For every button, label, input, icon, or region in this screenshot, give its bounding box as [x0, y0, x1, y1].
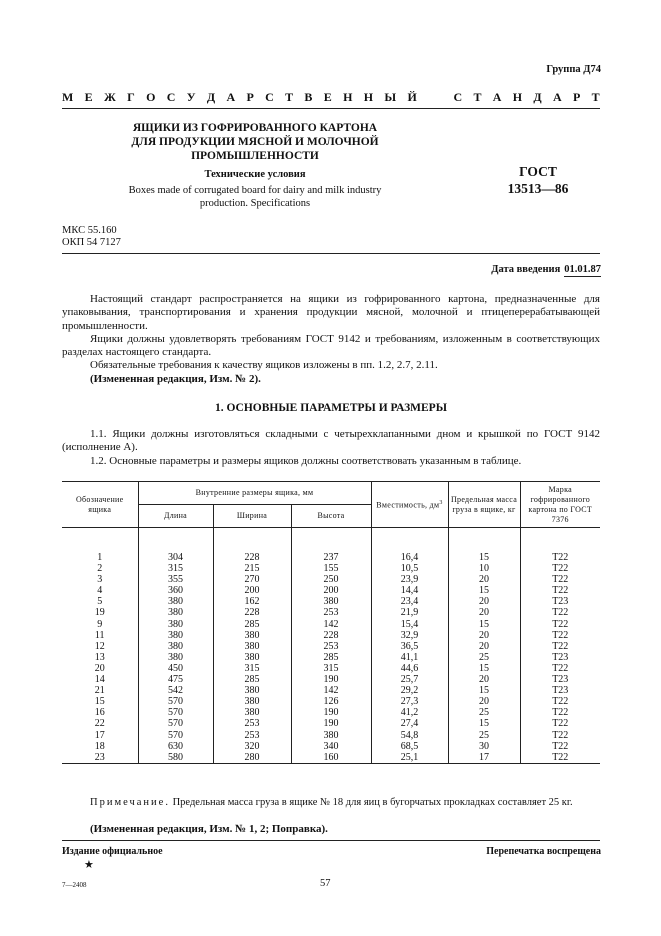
table-cell: 20: [448, 596, 520, 607]
table-cell: Т22: [520, 752, 600, 764]
heading-letter: Н: [363, 90, 374, 104]
header-capacity: Вместимость, $дм^3$: [371, 482, 448, 528]
table-cell: 12: [94, 640, 105, 652]
table-cell: 3: [97, 574, 103, 586]
order-number: 7—2408: [62, 881, 87, 889]
heading-letter: Т: [473, 90, 482, 104]
heading-letter: С: [265, 90, 274, 104]
table-cell: 1: [97, 552, 103, 563]
heading-letter: Г: [127, 90, 135, 104]
table-cell: 570: [138, 718, 213, 729]
table-cell: 355: [138, 574, 213, 585]
table-cell: 253: [291, 607, 371, 618]
table-row: [62, 596, 600, 607]
table-cell: 4: [97, 585, 103, 597]
header-length: Длина: [138, 505, 213, 528]
table-cell: 450: [138, 663, 213, 674]
group-code: Группа Д74: [546, 64, 601, 75]
table-note: Примечание. Предельная масса груза в ящике № 18 для яиц в бугорчатых прокладках составляет 25 кг.: [90, 797, 573, 808]
table-cell: Т22: [520, 707, 600, 718]
table-cell: 27,4: [371, 718, 448, 729]
table-cell: 380: [291, 596, 371, 607]
table-cell: 15: [448, 718, 520, 729]
table-cell: 10: [448, 563, 520, 574]
table-cell: 228: [291, 630, 371, 641]
table-cell: 228: [213, 607, 291, 618]
heading-letter: Н: [512, 90, 523, 104]
table-cell: 25,1: [371, 752, 448, 764]
table-cell: 14,4: [371, 585, 448, 596]
table-row: [62, 752, 600, 764]
table-cell: 570: [138, 707, 213, 718]
table-cell: Т23: [520, 685, 600, 696]
table-cell: 15: [448, 619, 520, 630]
table-cell: 270: [213, 574, 291, 585]
table-cell: 54,8: [371, 730, 448, 741]
table-cell: 580: [138, 752, 213, 764]
table-cell: 320: [213, 741, 291, 752]
heading-letter: Ж: [103, 90, 116, 104]
table-cell: 142: [291, 685, 371, 696]
table-row: [62, 630, 600, 641]
table-cell: 20: [448, 574, 520, 585]
table-cell: 380: [138, 619, 213, 630]
table-cell: 23,4: [371, 596, 448, 607]
table-cell: 285: [213, 674, 291, 685]
heading-letter: А: [552, 90, 562, 104]
table-cell: Т22: [520, 741, 600, 752]
table-cell: 250: [291, 574, 371, 585]
table-row: [62, 718, 600, 729]
clause-1-2: 1.2. Основные параметры и размеры ящиков должны соответствовать указанным в таблице.: [90, 454, 522, 467]
table-cell: Т22: [520, 630, 600, 641]
table-cell: 15: [448, 585, 520, 596]
table-cell: 20: [448, 641, 520, 652]
document-title: ЯЩИКИ ИЗ ГОФРИРОВАННОГО КАРТОНА ДЛЯ ПРОДУКЦИИ МЯСНОЙ И МОЛОЧНОЙ ПРОМЫШЛЕННОСТИ: [131, 122, 379, 162]
intro-paragraph: Ящики должны удовлетворять требованиям ГОСТ 9142 и требованиям, изложенным в соответствующих разделах настоящего стандарта.: [62, 332, 600, 359]
table-row: [62, 696, 600, 707]
table-cell: 380: [138, 607, 213, 618]
table-row: [62, 741, 600, 752]
table-cell: 162: [213, 596, 291, 607]
table-cell: 22: [94, 718, 105, 730]
table-cell: 360: [138, 585, 213, 596]
table-cell: 200: [291, 585, 371, 596]
heading-letter: Й: [407, 90, 417, 104]
table-cell: 11: [94, 629, 105, 641]
table-cell: 20: [94, 662, 105, 674]
table-row: [62, 574, 600, 585]
header-max-load: Предельная масса груза в ящике, кг: [448, 482, 520, 528]
clause-1-1: 1.1. Ящики должны изготовляться складными с четырехклапанными дном и крышкой по ГОСТ 9142 (исполнение А).: [62, 428, 600, 454]
table-cell: 21,9: [371, 607, 448, 618]
table-cell: 21: [94, 685, 105, 697]
table-cell: 215: [213, 563, 291, 574]
table-row: [62, 652, 600, 663]
section-clauses: [62, 428, 600, 468]
heading-letter: Н: [343, 90, 353, 104]
heading-letter: О: [146, 90, 156, 104]
reprint-prohibited: Перепечатка воспрещена: [486, 846, 601, 857]
table-cell: Т22: [520, 730, 600, 741]
table-cell: 16,4: [371, 552, 448, 563]
table-row: [62, 663, 600, 674]
table-row: [62, 730, 600, 741]
table-cell: 315: [213, 663, 291, 674]
table-cell: 380: [213, 696, 291, 707]
table-cell: 380: [138, 641, 213, 652]
table-cell: 2: [97, 563, 103, 575]
table-cell: 253: [213, 718, 291, 729]
table-cell: 190: [291, 718, 371, 729]
table-cell: 25: [448, 730, 520, 741]
interstate-standard-heading: [62, 90, 600, 105]
table-cell: Т22: [520, 641, 600, 652]
classification-codes: МКС 55.160 ОКП 54 7127: [62, 225, 121, 248]
table-cell: 380: [138, 596, 213, 607]
table-row: [62, 641, 600, 652]
table-cell: 380: [213, 630, 291, 641]
table-cell: 285: [291, 652, 371, 663]
header-rule: [62, 108, 600, 109]
table-cell: 44,6: [371, 663, 448, 674]
table-cell: 15: [448, 552, 520, 563]
codes-rule: [62, 253, 600, 254]
table-cell: Т22: [520, 552, 600, 563]
table-cell: 253: [213, 730, 291, 741]
table-cell: 190: [291, 674, 371, 685]
table-cell: 280: [213, 752, 291, 764]
page-number: 57: [320, 878, 331, 889]
heading-letter: А: [492, 90, 502, 104]
heading-letter: Т: [591, 90, 600, 104]
table-row: [62, 674, 600, 685]
table-cell: Т22: [520, 563, 600, 574]
table-cell: 29,2: [371, 685, 448, 696]
table-cell: 13: [94, 651, 105, 663]
table-cell: 630: [138, 741, 213, 752]
table-cell: 17: [448, 752, 520, 764]
table-cell: 200: [213, 585, 291, 596]
heading-letter: А: [226, 90, 236, 104]
header-width: Ширина: [213, 505, 291, 528]
table-cell: 9: [97, 618, 103, 630]
introduction: [62, 293, 600, 386]
heading-letter: Ы: [384, 90, 397, 104]
table-cell: 380: [213, 652, 291, 663]
table-row: [62, 619, 600, 630]
table-row: [62, 607, 600, 618]
table-cell: 25,7: [371, 674, 448, 685]
table-cell: 41,2: [371, 707, 448, 718]
table-cell: 20: [448, 607, 520, 618]
table-cell: 380: [291, 730, 371, 741]
table-row: [62, 552, 600, 563]
table-cell: 253: [291, 641, 371, 652]
header-height: Высота: [291, 505, 371, 528]
table-cell: 10,5: [371, 563, 448, 574]
heading-letter: Е: [323, 90, 332, 104]
official-edition: Издание официальное: [62, 846, 163, 857]
table-cell: Т22: [520, 607, 600, 618]
table-cell: 20: [448, 630, 520, 641]
table-cell: 285: [213, 619, 291, 630]
table-cell: 36,5: [371, 641, 448, 652]
table-cell: 340: [291, 741, 371, 752]
gost-designation: ГОСТ 13513—86: [507, 164, 569, 196]
table-cell: 315: [291, 663, 371, 674]
table-cell: Т22: [520, 619, 600, 630]
intro-paragraph: Настоящий стандарт распространяется на ящики из гофрированного картона, предназначенные для упаковывания, транспортирования и хранения продукции мясной, молочной и птицеперерабатывающей промышленности.: [62, 293, 600, 332]
heading-letter: [428, 90, 442, 105]
header-designation: Обозначение ящика: [75, 494, 124, 514]
header-inner-dimensions: Внутренние размеры ящика, мм: [138, 482, 371, 505]
table-cell: 542: [138, 685, 213, 696]
table-cell: Т22: [520, 696, 600, 707]
table-cell: 380: [213, 707, 291, 718]
amendment-note-2: (Измененная редакция, Изм. № 1, 2; Поправка).: [90, 823, 328, 835]
table-cell: 20: [448, 674, 520, 685]
table-cell: 142: [291, 619, 371, 630]
table-cell: 228: [213, 552, 291, 563]
table-cell: 15: [94, 696, 105, 708]
table-cell: 25: [448, 652, 520, 663]
heading-letter: С: [166, 90, 176, 104]
table-cell: 304: [138, 552, 213, 563]
table-cell: 570: [138, 730, 213, 741]
table-cell: 41,1: [371, 652, 448, 663]
heading-letter: У: [186, 90, 196, 104]
table-cell: 15,4: [371, 619, 448, 630]
table-cell: 68,5: [371, 741, 448, 752]
heading-letter: С: [453, 90, 463, 104]
heading-letter: Д: [533, 90, 542, 104]
table-cell: 30: [448, 741, 520, 752]
table-cell: 17: [94, 729, 105, 741]
table-cell: 160: [291, 752, 371, 764]
section-title: 1. ОСНОВНЫЕ ПАРАМЕТРЫ И РАЗМЕРЫ: [214, 402, 448, 414]
table-cell: 126: [291, 696, 371, 707]
table-cell: 155: [291, 563, 371, 574]
heading-letter: Е: [84, 90, 93, 104]
header-board-grade: Марка гофрированного картона по ГОСТ 7376: [520, 482, 600, 528]
heading-letter: Р: [246, 90, 254, 104]
table-cell: 315: [138, 563, 213, 574]
table-cell: 19: [94, 607, 105, 619]
table-cell: 380: [213, 641, 291, 652]
table-row: [62, 563, 600, 574]
heading-letter: М: [62, 90, 74, 104]
amendment-note: (Измененная редакция, Изм. № 2).: [90, 372, 261, 385]
table-cell: 15: [448, 685, 520, 696]
table-cell: Т22: [520, 663, 600, 674]
table-cell: 20: [448, 696, 520, 707]
effective-date: Дата введения 01.01.87: [491, 264, 601, 275]
english-title: Boxes made of corrugated board for dairy and milk industry production. Specifications: [128, 185, 382, 209]
table-cell: 23: [94, 751, 105, 763]
table-cell: 25: [448, 707, 520, 718]
table-cell: 190: [291, 707, 371, 718]
heading-letter: Т: [285, 90, 294, 104]
table-cell: 15: [448, 663, 520, 674]
table-cell: 32,9: [371, 630, 448, 641]
table-cell: 14: [94, 674, 105, 686]
table-cell: 570: [138, 696, 213, 707]
table-row: [62, 707, 600, 718]
table-cell: Т23: [520, 652, 600, 663]
dimensions-table: [62, 481, 600, 764]
table-cell: 380: [213, 685, 291, 696]
heading-letter: В: [304, 90, 313, 104]
table-cell: 380: [138, 630, 213, 641]
table-cell: Т23: [520, 596, 600, 607]
table-cell: Т22: [520, 718, 600, 729]
table-cell: 18: [94, 740, 105, 752]
heading-letter: Д: [206, 90, 216, 104]
footer-rule: [62, 840, 600, 841]
table-cell: Т22: [520, 585, 600, 596]
table-cell: 475: [138, 674, 213, 685]
table-cell: 16: [94, 707, 105, 719]
table-cell: 23,9: [371, 574, 448, 585]
star-icon: ★: [84, 859, 94, 871]
table-cell: 380: [138, 652, 213, 663]
heading-letter: Р: [572, 90, 581, 104]
table-cell: 27,3: [371, 696, 448, 707]
table-cell: 5: [97, 596, 103, 608]
table-cell: Т22: [520, 574, 600, 585]
table-cell: Т23: [520, 674, 600, 685]
subtitle: Технические условия: [204, 169, 306, 180]
table-cell: 237: [291, 552, 371, 563]
table-row: [62, 585, 600, 596]
table-row: [62, 685, 600, 696]
intro-paragraph: Обязательные требования к качеству ящиков изложены в пп. 1.2, 2.7, 2.11.: [90, 359, 438, 372]
